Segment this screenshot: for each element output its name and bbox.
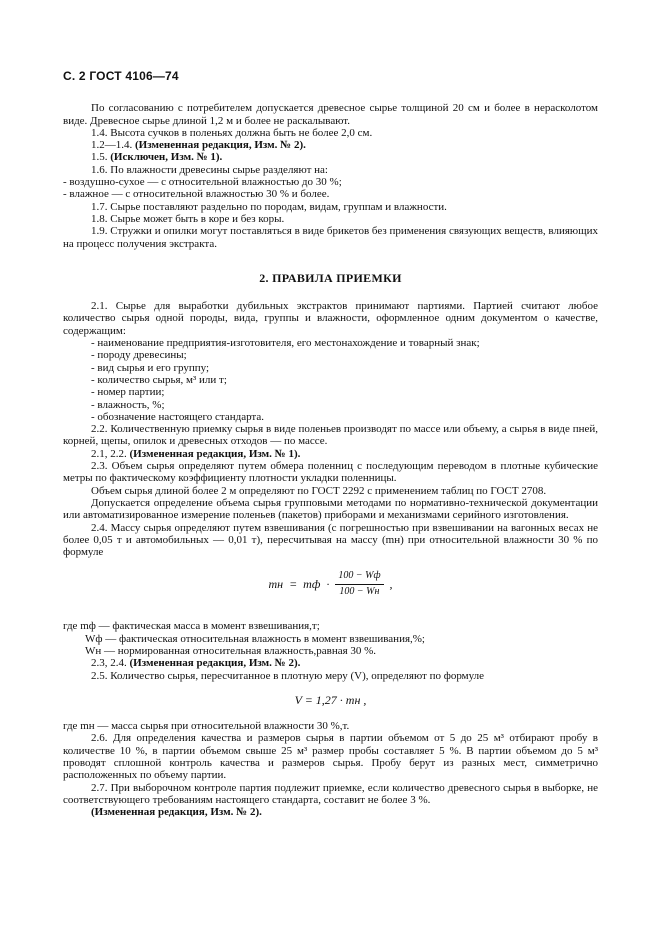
amendment-note <box>63 151 598 163</box>
formula-fraction <box>335 570 383 598</box>
paragraph: Допускается определение объема сырья групповыми методами по нормативно-технической документации или автоматизированное измерение поленьев (пакетов) приборами и механизмами серийного изготовления. <box>63 496 598 522</box>
formula-volume: V = 1,27 · mн , <box>294 692 367 707</box>
amendment-note: (Измененная редакция, Изм. № 2). <box>91 806 262 819</box>
amendment-note <box>63 139 598 151</box>
where-line: Wф — фактическая относительная влажность в момент взвешивания,%; <box>85 632 425 645</box>
clause-number: 2.1, 2.2. <box>91 447 127 460</box>
paragraph: 2.7. При выборочном контроле партия подлежит приемке, если количество древесного сырья в выборке, не соответствующего требованиям настоящего стандарта, составит не более 3 %. <box>63 781 598 806</box>
paragraph: 1.9. Стружки и опилки могут поставляться в виде брикетов без применения связующих веществ, влияющих на процесс получения экстракта. <box>63 225 598 250</box>
paragraph: 2.5. Количество сырья, пересчитанное в плотную меру (V), определяют по формуле <box>91 669 485 682</box>
formula-tail: , <box>389 577 393 592</box>
list-item: - обозначение настоящего стандарта. <box>91 410 265 423</box>
formula-eq: = <box>289 577 298 592</box>
fraction-numerator: 100 − Wф <box>335 570 383 584</box>
where-line: где mн — масса сырья при относительной влажности 30 %,т. <box>63 720 350 733</box>
paragraph: 1.7. Сырье поставляют раздельно по породам, видам, группам и влажности. <box>91 200 447 213</box>
paragraph: 1.6. По влажности древесины сырье разделяют на: <box>91 163 328 176</box>
list-item: - породу древесины; <box>91 349 187 362</box>
fraction-denominator: 100 − Wн <box>339 585 380 597</box>
clause-number: 1.5. <box>91 151 108 164</box>
formula-m: mф <box>303 577 321 592</box>
paragraph: 2.1. Сырье для выработки дубильных экстрактов принимают партиями. Партией считают любое количество сырья одной породы, вида, группы и влажности, оформленное одним документом о качестве, содержащим: <box>63 300 598 337</box>
paragraph: По согласованию с потребителем допускается древесное сырье толщиной 20 см и более в нерасколотом виде. Древесное сырье длиной 1,2 м и более не раскалывают. <box>63 102 598 127</box>
clause-number: 2.3, 2.4. <box>91 657 127 670</box>
where-line: Wн — нормированная относительная влажность,равная 30 %. <box>85 644 377 657</box>
list-item: - наименование предприятия-изготовителя, его местонахождение и товарный знак; <box>91 337 480 350</box>
list-item: - влажность, %; <box>91 398 165 411</box>
clause-number: 1.2—1.4. <box>91 139 133 152</box>
paragraph: 2.4. Массу сырья определяют путем взвешивания (с погрешностью при взвешивании на вагонных весах не более 0,05 т и автомобильных — 0,01 т), пересчитывая на массу (mн) при относительной влажности 30 % по формуле <box>63 521 598 559</box>
paragraph: 2.2. Количественную приемку сырья в виде поленьев производят по массе или объему, а сырья в виде пней, корней, щепы, опилок и древесных отходов — по массе. <box>63 423 598 448</box>
page-header: С. 2 ГОСТ 4106—74 <box>63 69 179 83</box>
amendment-note <box>63 448 598 460</box>
list-item: - номер партии; <box>91 386 165 399</box>
paragraph: 1.4. Высота сучков в поленьях должна быть не более 2,0 см. <box>91 126 373 139</box>
list-item: - влажное — с относительной влажностью 30 % и более. <box>63 188 330 201</box>
section-title: 2. ПРАВИЛА ПРИЕМКИ <box>259 270 402 285</box>
paragraph: 1.8. Сырье может быть в коре и без коры. <box>91 212 285 225</box>
amendment-text: (Измененная редакция, Изм. № 2). <box>129 657 301 670</box>
amendment-text: (Исключен, Изм. № 1). <box>110 151 223 164</box>
amendment-text: (Измененная редакция, Изм. № 2). <box>135 139 306 152</box>
paragraph: 2.3. Объем сырья определяют путем обмера поленниц с последующим переводом в плотные кубические метры по фактическому коэффициенту плотности укладки поленницы. <box>63 460 598 485</box>
formula-mass <box>63 570 598 608</box>
list-item: - воздушно-сухое — с относительной влажностью до 30 %; <box>63 176 342 189</box>
paragraph: Объем сырья длиной более 2 м определяют по ГОСТ 2292 с применением таблиц по ГОСТ 2708. <box>91 484 547 497</box>
where-line: где mф — фактическая масса в момент взвешивания,т; <box>63 620 320 633</box>
list-item: - вид сырья и его группу; <box>91 361 209 374</box>
amendment-text: (Измененная редакция, Изм. № 1). <box>129 447 301 460</box>
list-item: - количество сырья, м³ или т; <box>91 373 227 386</box>
formula-dot: · <box>326 577 330 592</box>
paragraph: 2.6. Для определения качества и размеров сырья в партии объемом от 5 до 25 м³ отбирают пробу в количестве 10 %, в партии объемом свыше 25 м³ размер пробы составляет 5 %. В партии объемом до 5 м³ проводят сплошной контроль качества и размеров сырья. Пробу берут из разных мест, симметрично расположенных по объему партии. <box>63 732 598 782</box>
amendment-note <box>63 657 598 669</box>
formula-lhs: mн <box>268 577 284 592</box>
